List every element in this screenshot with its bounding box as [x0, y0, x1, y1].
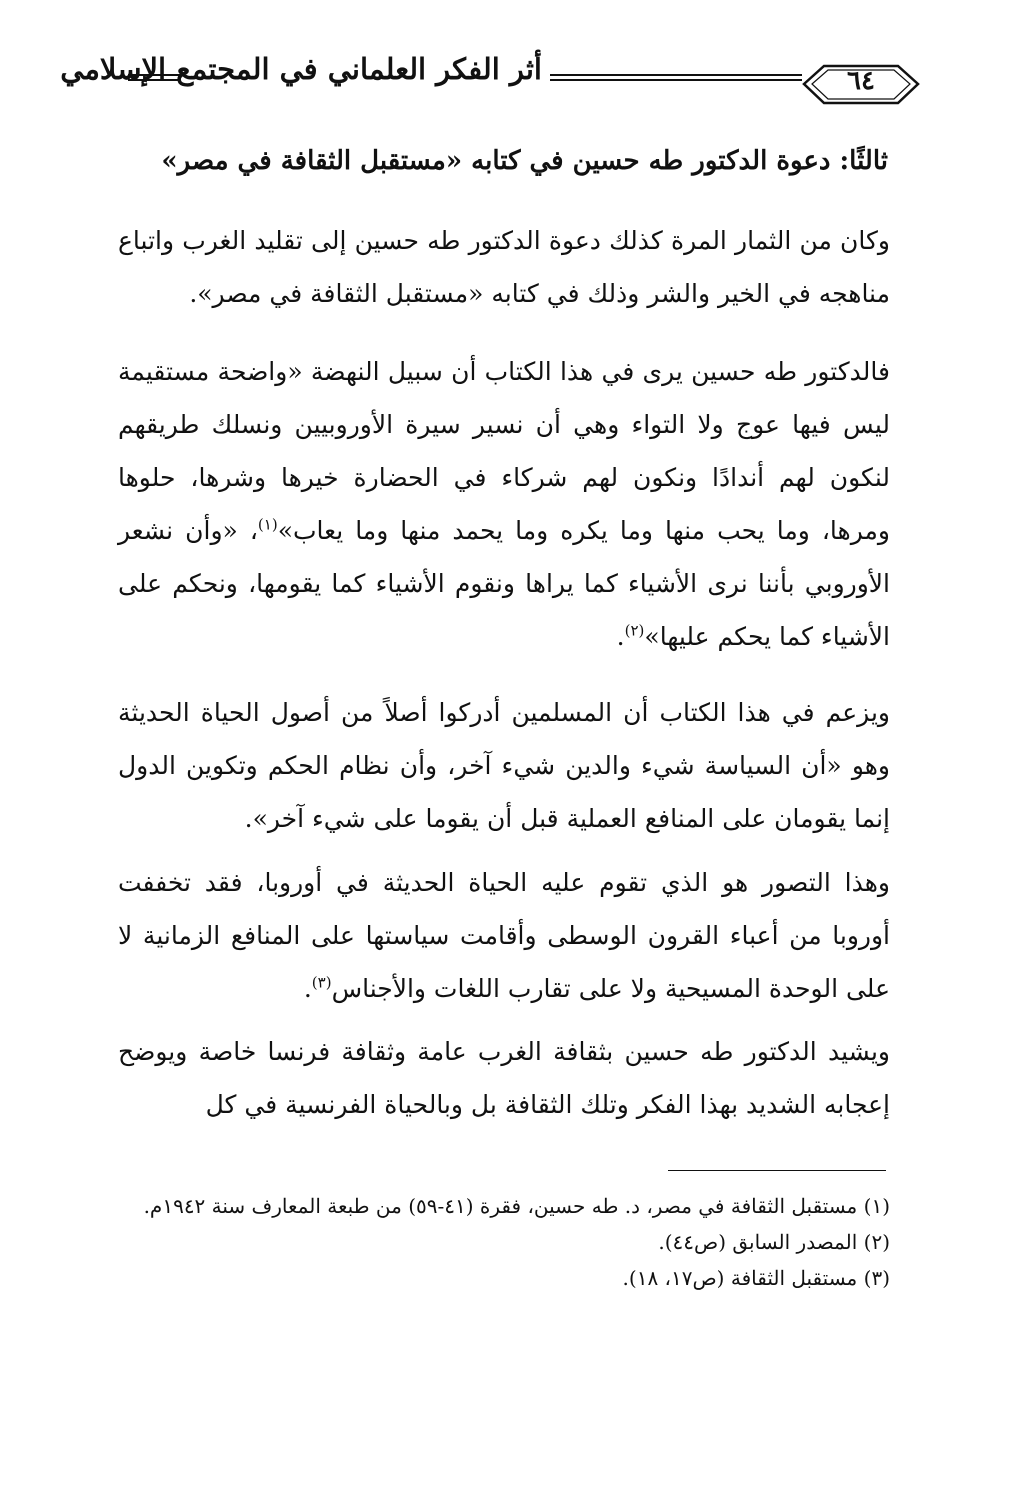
page-number: ٦٤: [847, 66, 875, 96]
paragraph: ويزعم في هذا الكتاب أن المسلمين أدركوا أصلاً من أصول الحياة الحديثة وهو «أن السياسة شيء والدين شيء آخر، وأن نظام الحكم وتكوين الدول إنما يقومان على المنافع العملية قبل أن يقوما على شيء آخر».: [118, 698, 890, 833]
section-heading: ثالثًا: دعوة الدكتور طه حسين في كتابه «مستقبل الثقافة في مصر»: [161, 146, 888, 176]
footnote-ref: (٣): [311, 973, 332, 992]
header-rule-right: [550, 74, 802, 81]
paragraph-text: .: [303, 974, 312, 1003]
footnotes: [118, 1188, 890, 1296]
paragraph: وكان من الثمار المرة كذلك دعوة الدكتور طه حسين إلى تقليد الغرب واتباع مناهجه في الخير والشر وذلك في كتابه «مستقبل الثقافة في مصر».: [118, 226, 890, 308]
paragraph: [118, 856, 890, 1015]
page-number-badge: [802, 55, 920, 115]
footnote-ref: (١): [257, 515, 278, 534]
paragraph-text: وهذا التصور هو الذي تقوم عليه الحياة الحديثة في أوروبا، فقد تخففت أوروبا من أعباء القرون الوسطى وأقامت سياستها على المنافع الزمانية لا على الوحدة المسيحية ولا على تقارب اللغات والأجناس: [118, 868, 890, 1003]
footnote: (٣) مستقبل الثقافة (ص١٧، ١٨).: [622, 1266, 890, 1290]
paragraph-text: ، «وأن نشعر الأوروبي بأننا نرى الأشياء كما يراها ونقوم الأشياء كما يقومها، ونحكم على الأشياء كما يحكم عليها»: [118, 516, 890, 651]
paragraph: [118, 345, 890, 663]
footnote: (٢) المصدر السابق (ص٤٤).: [658, 1230, 890, 1254]
running-header-title: أثر الفكر العلماني في المجتمع الإسلامي: [60, 52, 542, 86]
footnote-separator: [668, 1170, 886, 1171]
paragraph-text: .: [616, 622, 625, 651]
paragraph: ويشيد الدكتور طه حسين بثقافة الغرب عامة وثقافة فرنسا خاصة ويوضح إعجابه الشديد بهذا الفكر وتلك الثقافة بل وبالحياة الفرنسية في كل: [118, 1037, 890, 1119]
footnote-ref: (٢): [624, 621, 645, 640]
paragraph-text: فالدكتور طه حسين يرى في هذا الكتاب أن سبيل النهضة «واضحة مستقيمة ليس فيها عوج ولا التواء وهي أن نسير سيرة الأوروبيين ونسلك طريقهم لنكون لهم أندادًا ونكون لهم شركاء في الحضارة خيرها وشرها، حلوها ومرها، وما يحب منها وما يكره وما يحمد منها وما يعاب»: [118, 357, 890, 545]
footnote: (١) مستقبل الثقافة في مصر، د. طه حسين، فقرة (٤١-٥٩) من طبعة المعارف سنة ١٩٤٢م.: [143, 1194, 890, 1218]
